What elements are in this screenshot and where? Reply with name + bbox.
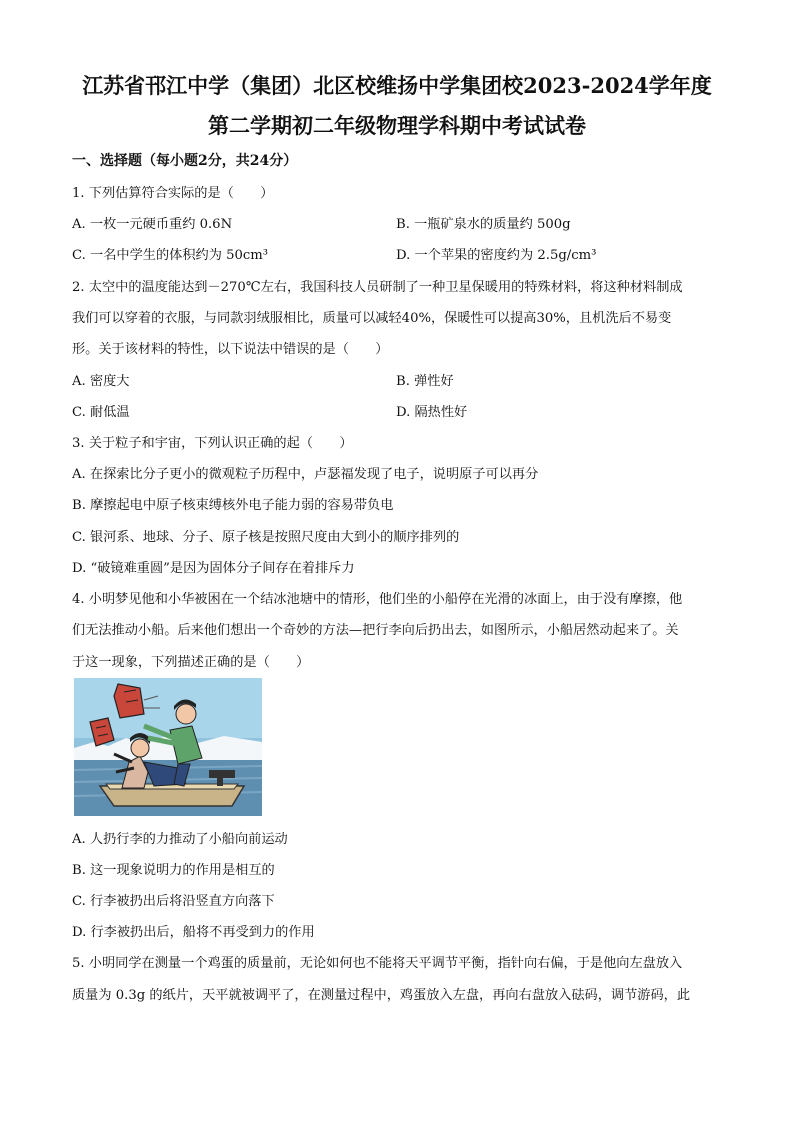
q4-option-c: C. 行李被扔出后将沿竖直方向落下 xyxy=(72,894,275,909)
q4-option-b: B. 这一现象说明力的作用是相互的 xyxy=(72,863,275,878)
q2-option-d: D. 隔热性好 xyxy=(396,405,468,420)
q2-stem-line-2: 我们可以穿着的衣服，与同款羽绒服相比，质量可以减轻40%，保暖性可以提高30%，且机洗后不易变 xyxy=(72,311,672,326)
q3-stem: 3. 关于粒子和宇宙，下列认识正确的起（ ） xyxy=(72,436,353,451)
q2-option-c: C. 耐低温 xyxy=(72,405,130,420)
q3-option-d: D. “破镜难重圆”是因为固体分子间存在着排斥力 xyxy=(72,561,355,576)
boat-luggage-illustration xyxy=(74,678,262,816)
q2-stem-line-1: 2. 太空中的温度能达到－270℃左右，我国科技人员研制了一种卫星保暖用的特殊材料，将这种材料制成 xyxy=(72,280,683,295)
q5-stem-line-1: 5. 小明同学在测量一个鸡蛋的质量前，无论如何也不能将天平调节平衡，指针向右偏，于是他向左盘放入 xyxy=(72,956,683,971)
q1-option-a: A. 一枚一元硬币重约 0.6N xyxy=(72,217,233,232)
q3-option-b: B. 摩擦起电中原子核束缚核外电子能力弱的容易带负电 xyxy=(72,498,394,513)
exam-title-line-1: 江苏省邗江中学（集团）北区校维扬中学集团校2023-2024学年度 xyxy=(82,73,712,98)
q1-stem: 1. 下列估算符合实际的是（ ） xyxy=(72,186,274,201)
q2-option-b: B. 弹性好 xyxy=(396,374,454,389)
q2-option-a: A. 密度大 xyxy=(72,374,130,389)
q2-stem-line-3: 形。关于该材料的特性，以下说法中错误的是（ ） xyxy=(72,342,389,357)
q1-option-c: C. 一名中学生的体积约为 50cm³ xyxy=(72,248,269,263)
q3-option-a: A. 在探索比分子更小的微观粒子历程中，卢瑟福发现了电子，说明原子可以再分 xyxy=(72,467,539,482)
q4-stem-line-2: 们无法推动小船。后来他们想出一个奇妙的方法—把行李向后扔出去，如图所示，小船居然动起来了。关 xyxy=(72,623,679,638)
q4-stem-line-3: 于这一现象，下列描述正确的是（ ） xyxy=(72,655,310,670)
q5-stem-line-2: 质量为 0.3g 的纸片，天平就被调平了，在测量过程中，鸡蛋放入左盘，再向右盘放入砝码，调节游码，此 xyxy=(72,988,691,1003)
q4-stem-line-1: 4. 小明梦见他和小华被困在一个结冰池塘中的情形，他们坐的小船停在光滑的冰面上，由于没有摩擦，他 xyxy=(72,592,683,607)
q4-option-a: A. 人扔行李的力推动了小船向前运动 xyxy=(72,832,288,847)
exam-title-line-2: 第二学期初二年级物理学科期中考试试卷 xyxy=(208,113,586,138)
q3-option-c: C. 银河系、地球、分子、原子核是按照尺度由大到小的顺序排列的 xyxy=(72,530,460,545)
section-heading: 一、选择题（每小题2分，共24分） xyxy=(72,153,298,169)
q1-option-b: B. 一瓶矿泉水的质量约 500g xyxy=(396,217,571,232)
q1-option-d: D. 一个苹果的密度约为 2.5g/cm³ xyxy=(396,248,597,263)
q4-option-d: D. 行李被扔出后，船将不再受到力的作用 xyxy=(72,925,315,940)
